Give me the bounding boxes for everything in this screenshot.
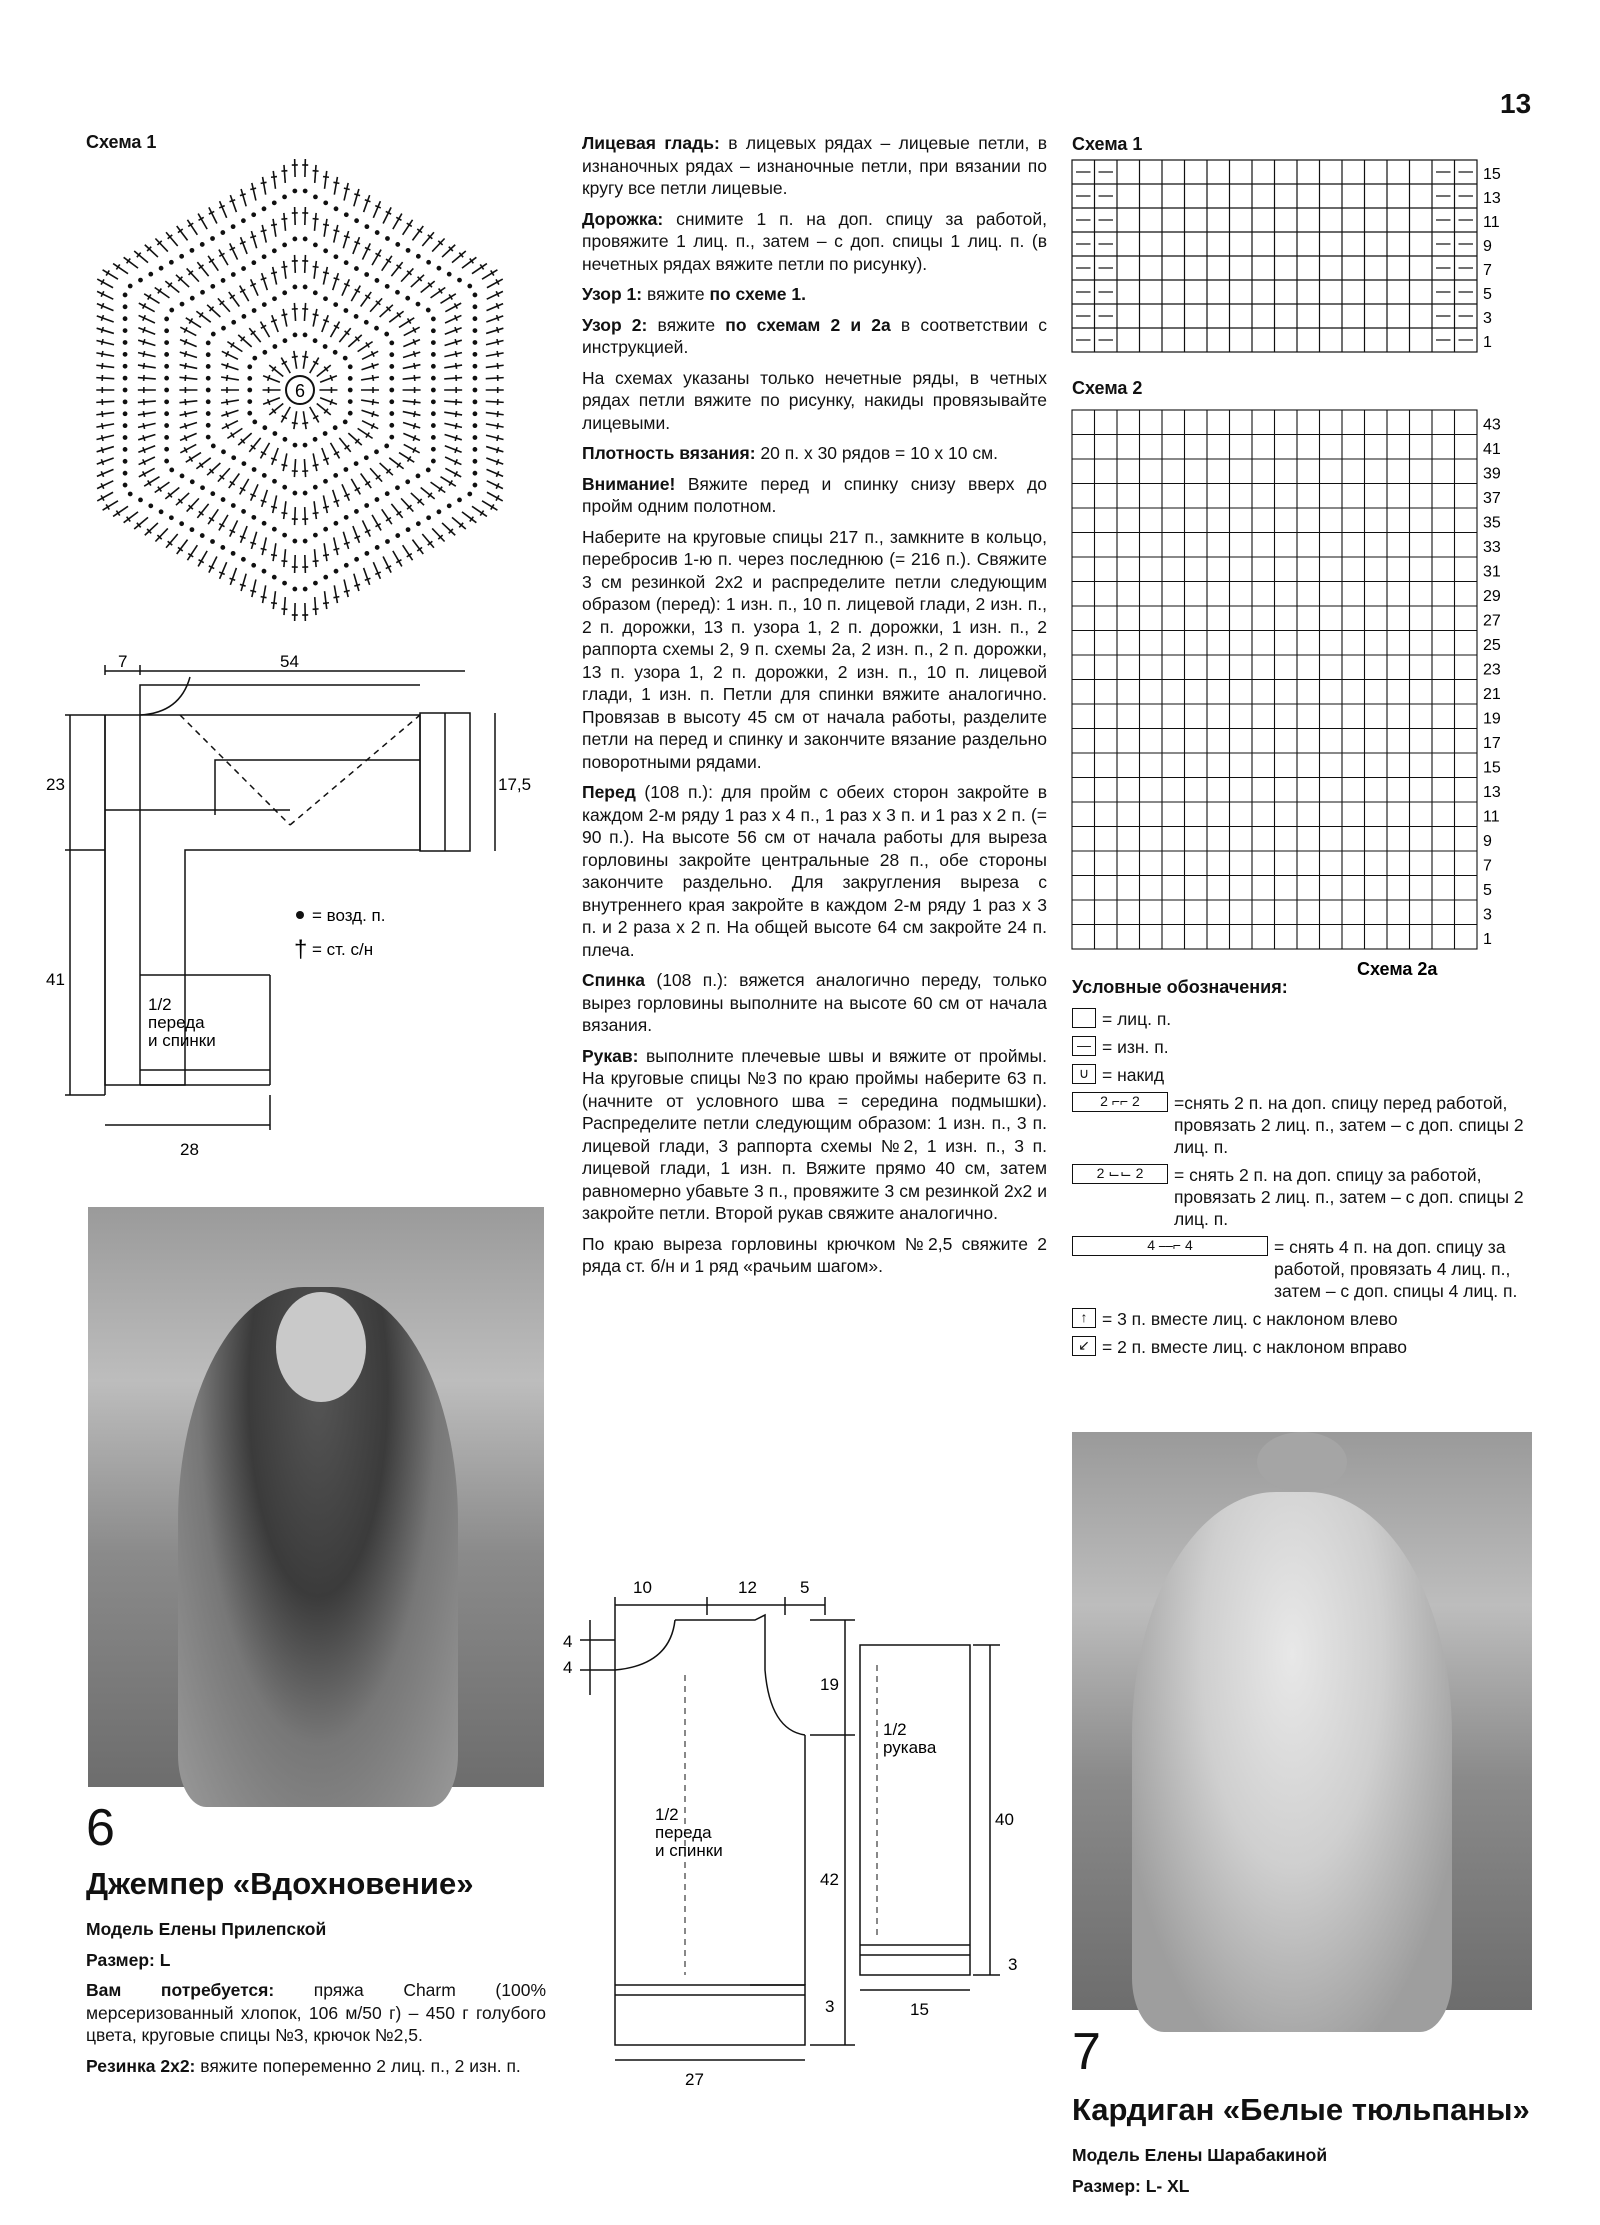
dim-4b: 4 (563, 1658, 573, 1677)
part-label-2: переда (148, 1013, 205, 1032)
chart2-grid (1072, 410, 1512, 979)
dim-19: 19 (820, 1675, 839, 1694)
dim-23: 23 (46, 775, 65, 794)
chart2-row-number: 31 (1483, 563, 1501, 581)
instr-p3: вяжите (642, 284, 710, 304)
instr-p6-label: Плотность вязания: (582, 443, 756, 463)
instr-p11: выполните плечевые швы и вяжите от проймы. На круговые спицы №3 по краю проймы наберите 63 п. (начните от условного шва = середина подмышки). Распределите петли следующим образом: 1 изн. п., 3 п. лицевой глади, 3 раппорта схемы №2, 1 изн. п., 3 п. лицевой глади, 1 изн. п. Вяжите прямо 40 см, затем равномерно убавьте 3 п., провяжите 3 см резинкой 2х2 и закройте петли. Второй рукав свяжите аналогично. (582, 1045, 1047, 1223)
instr-p9: (108 п.): для пройм с обеих сторон закройте в каждом 2-м ряду 1 раз х 4 п., 1 раз х 3 п. и 1 раз х 2 п. (= 90 п.). На высоте 56 см от начала работы для выреза горловины закройте центральные 28 п., обе стороны закончите раздельно. Для закругления выреза с внутреннего края закройте в каждом 2-м ряду 1 раз х 3 п. и 2 раза х 2 п. На общей высоте 64 см закройте 24 п. плеча. (582, 782, 1047, 960)
chart2-row-number: 29 (1483, 588, 1501, 605)
legend-8: = 2 п. вместе лиц. с наклоном вправо (1102, 1337, 1408, 1357)
dim-54: 54 (280, 652, 299, 671)
chart1-grid (1072, 160, 1501, 370)
model-6-size: L (154, 1949, 171, 1970)
instr-p1: в лицевых рядах – лицевые петли, в изнаночных рядах – изнаночные петли, при вязании по кругу все петли лицевые. (582, 133, 1048, 198)
dim-42: 42 (820, 1870, 839, 1889)
chart2-row-number: 17 (1483, 735, 1501, 752)
model-6-rib: вяжите попеременно 2 лиц. п., 2 изн. п. (195, 2055, 521, 2076)
knit-icon (1072, 1008, 1096, 1028)
instr-p10-label: Спинка (582, 970, 646, 990)
chart2-label: Схема 2 (1072, 378, 1143, 398)
model-6-author: Модель Елены Прилепской (86, 1919, 327, 1939)
dim-5: 5 (800, 1578, 810, 1597)
k2tog-right-icon: ↙ (1072, 1336, 1096, 1356)
chart2-row-number: 7 (1483, 857, 1492, 875)
photo-model-6 (88, 1207, 544, 1787)
model-7-size-label: Размер: (1072, 2175, 1141, 2196)
legend-2: = изн. п. (1102, 1037, 1169, 1057)
legend-7: = 3 п. вместе лиц. с наклоном влево (1102, 1309, 1398, 1329)
chart1-row-number: 11 (1483, 214, 1500, 231)
cable-2-back-icon: 2 ⌙⌙ 2 (1072, 1164, 1168, 1184)
instr-p7-label: Внимание! (582, 473, 676, 494)
chart2-row-number: 37 (1483, 490, 1501, 507)
part-label-1: 1/2 (148, 995, 172, 1014)
instr-p1-label: Лицевая гладь: (582, 133, 720, 153)
chart2-row-number: 23 (1483, 661, 1501, 679)
instr-p2-label: Дорожка: (582, 208, 664, 229)
instr-p12: По краю выреза горловины крючком №2,5 свяжите 2 ряда ст. б/н и 1 ряд «рачьим шагом». (582, 1233, 1047, 1276)
legend-4: =снять 2 п. на доп. спицу перед работой, провязать 2 лиц. п., затем – с доп. спицы 2 лиц. п. (1174, 1093, 1524, 1157)
instr-p10: (108 п.): вяжется аналогично переду, только вырез горловины выполните на высоте 60 см от начала вязания. (582, 970, 1047, 1035)
model-6-need: пряжа Charm (100% мерсеризованный хлопок, 106 м/50 г) – 450 г голубого цвета, круговые спицы №3, крючок №2,5. (86, 1980, 547, 2045)
chart2-row-number: 19 (1483, 710, 1501, 728)
legend-3: = накид (1102, 1065, 1165, 1085)
instr-p4: вяжите (647, 314, 726, 335)
chart2a-label: Схема 2а (1357, 959, 1438, 979)
legend-dagger: = ст. с/н (312, 940, 374, 959)
chart2-row-number: 21 (1483, 686, 1501, 703)
instr-p7: Вяжите перед и спинку снизу вверх до пройм одним полотном. (582, 473, 1047, 516)
dim-17-5: 17,5 (498, 775, 532, 794)
chart1-row-number: 3 (1483, 310, 1492, 327)
dim-3: 3 (825, 1997, 835, 2016)
legend-dot: = возд. п. (312, 906, 386, 925)
dim-10: 10 (633, 1578, 652, 1597)
instr-p6: 20 п. х 30 рядов = 10 х 10 см. (755, 443, 998, 463)
sleeve-label-1: 1/2 (883, 1720, 907, 1739)
instr-p9-label: Перед (582, 782, 636, 802)
model-6-rib-label: Резинка 2х2: (86, 2055, 196, 2076)
chart2-row-number: 43 (1483, 416, 1501, 434)
model-7-author: Модель Елены Шарабакиной (1072, 2145, 1328, 2165)
dim-7: 7 (118, 652, 128, 671)
chart1-label: Схема 1 (1072, 134, 1143, 154)
dim-3b: 3 (1008, 1955, 1018, 1974)
legend (1072, 976, 1532, 1364)
instructions-column (582, 132, 1047, 1286)
dagger-icon: † (294, 936, 308, 963)
dim-40: 40 (995, 1810, 1014, 1829)
instr-p4-bold: по схемам 2 и 2а (725, 314, 891, 335)
instr-p8: Наберите на круговые спицы 217 п., замкните в кольцо, перебросив 1-ю п. через последнюю (= 216 п.). Свяжите 3 см резинкой 2х2 и распределите петли следующим образом (перед): 1 изн. п., 10 п. лицевой глади, 2 изн. п., 2 п. дорожки, 13 п. узора 1, 2 п. дорожки, 1 изн. п., 2 раппорта схемы 2, 9 п. схемы 2а, 2 изн. п., 2 п. дорожки, 13 п. узора 1, 2 п. дорожки, 2 изн. п., 10 п. лицевой глади, 1 изн. п. Петли для спинки вяжите аналогично. Провязав в высоту 45 см от начала работы, разделите петли на перед и спинку и закончите вязание раздельно поворотными рядами. (582, 526, 1047, 772)
instr-p4-end: в соответствии с инструкцией. (582, 314, 1047, 357)
chart1-row-number: 15 (1483, 166, 1501, 183)
chart1-row-number: 9 (1483, 238, 1492, 255)
part-label-3: и спинки (148, 1031, 216, 1050)
yarn-over-icon: ∪ (1072, 1064, 1096, 1084)
body-label-2: переда (655, 1823, 712, 1842)
hexagon-label: Схема 1 (86, 132, 157, 152)
hexagon-center: 6 (294, 381, 306, 401)
chart2-row-number: 5 (1483, 882, 1492, 899)
instr-p4-label: Узор 2: (582, 314, 648, 335)
chart2-row-number: 27 (1483, 612, 1501, 630)
body-label-3: и спинки (655, 1841, 723, 1860)
sleeve-label-2: рукава (883, 1738, 937, 1757)
chart2-row-number: 1 (1483, 931, 1492, 948)
legend-6: = снять 4 п. на доп. спицу за работой, провязать 4 лиц. п., затем – с доп. спицы 4 лиц. п. (1274, 1237, 1518, 1301)
chart2-row-number: 41 (1483, 441, 1501, 458)
page-number: 13 (1500, 88, 1532, 119)
instr-p2: снимите 1 п. на доп. спицу за работой, провяжите 1 лиц. п., затем – с доп. спицы 1 лиц. п. (в нечетных рядах вяжите петли по рисунку). (582, 208, 1047, 274)
hexagon-diagram (40, 150, 560, 630)
instr-p5: На схемах указаны только нечетные ряды, в четных рядах петли вяжите по рисунку, накиды провязывайте лицевыми. (582, 367, 1047, 433)
chart2-row-number: 15 (1483, 759, 1501, 777)
chart2-row-number: 35 (1483, 514, 1501, 532)
chart2-row-number: 25 (1483, 637, 1501, 654)
chart1-row-number: 1 (1483, 334, 1492, 351)
dim-27: 27 (685, 2070, 704, 2089)
model-7-number: 7 (1072, 2023, 1101, 2081)
chart1-row-number: 13 (1483, 190, 1501, 207)
chart2-row-number: 13 (1483, 784, 1501, 801)
chart2-row-number: 3 (1483, 906, 1492, 924)
schematic-body-sleeve (555, 1575, 1095, 2095)
model-6-title: Джемпер «Вдохновение» (86, 1866, 474, 1901)
instr-p3-label: Узор 1: (582, 284, 643, 304)
chart1-row-number: 7 (1483, 262, 1492, 279)
purl-icon: — (1072, 1036, 1096, 1056)
model-6-number: 6 (86, 1799, 115, 1857)
model-7-title: Кардиган «Белые тюльпаны» (1072, 2092, 1530, 2127)
legend-title: Условные обозначения: (1072, 977, 1288, 997)
dim-41: 41 (46, 970, 65, 989)
dim-4a: 4 (563, 1632, 573, 1651)
cable-4-back-icon: 4 ⎯⎯⌐ 4 (1072, 1236, 1268, 1256)
chart2-row-number: 33 (1483, 539, 1501, 556)
schematic-front-back (40, 652, 540, 1165)
instr-p3-bold: по схеме 1. (709, 284, 806, 304)
legend-5: = снять 2 п. на доп. спицу за работой, провязать 2 лиц. п., затем – с доп. спицы 2 лиц. п. (1174, 1165, 1524, 1229)
dim-15: 15 (910, 2000, 929, 2019)
dim-28: 28 (180, 1140, 199, 1159)
chart2-row-number: 11 (1483, 808, 1500, 826)
chart2-row-number: 9 (1483, 833, 1492, 850)
model-6-need-label: Вам потребуется: (86, 1980, 275, 2000)
dim-12: 12 (738, 1578, 757, 1597)
photo-model-7 (1072, 1432, 1532, 2010)
cable-2-front-icon: 2 ⌐⌐ 2 (1072, 1092, 1168, 1112)
legend-1: = лиц. п. (1102, 1009, 1172, 1029)
model-6-size-label: Размер: (86, 1949, 155, 1970)
model-7-size: L- XL (1140, 2175, 1190, 2196)
chart2-row-number: 39 (1483, 465, 1501, 483)
chart1-row-number: 5 (1483, 286, 1492, 303)
k3tog-left-icon: ↑ (1072, 1308, 1096, 1328)
instr-p11-label: Рукав: (582, 1045, 639, 1066)
body-label-1: 1/2 (655, 1805, 679, 1824)
